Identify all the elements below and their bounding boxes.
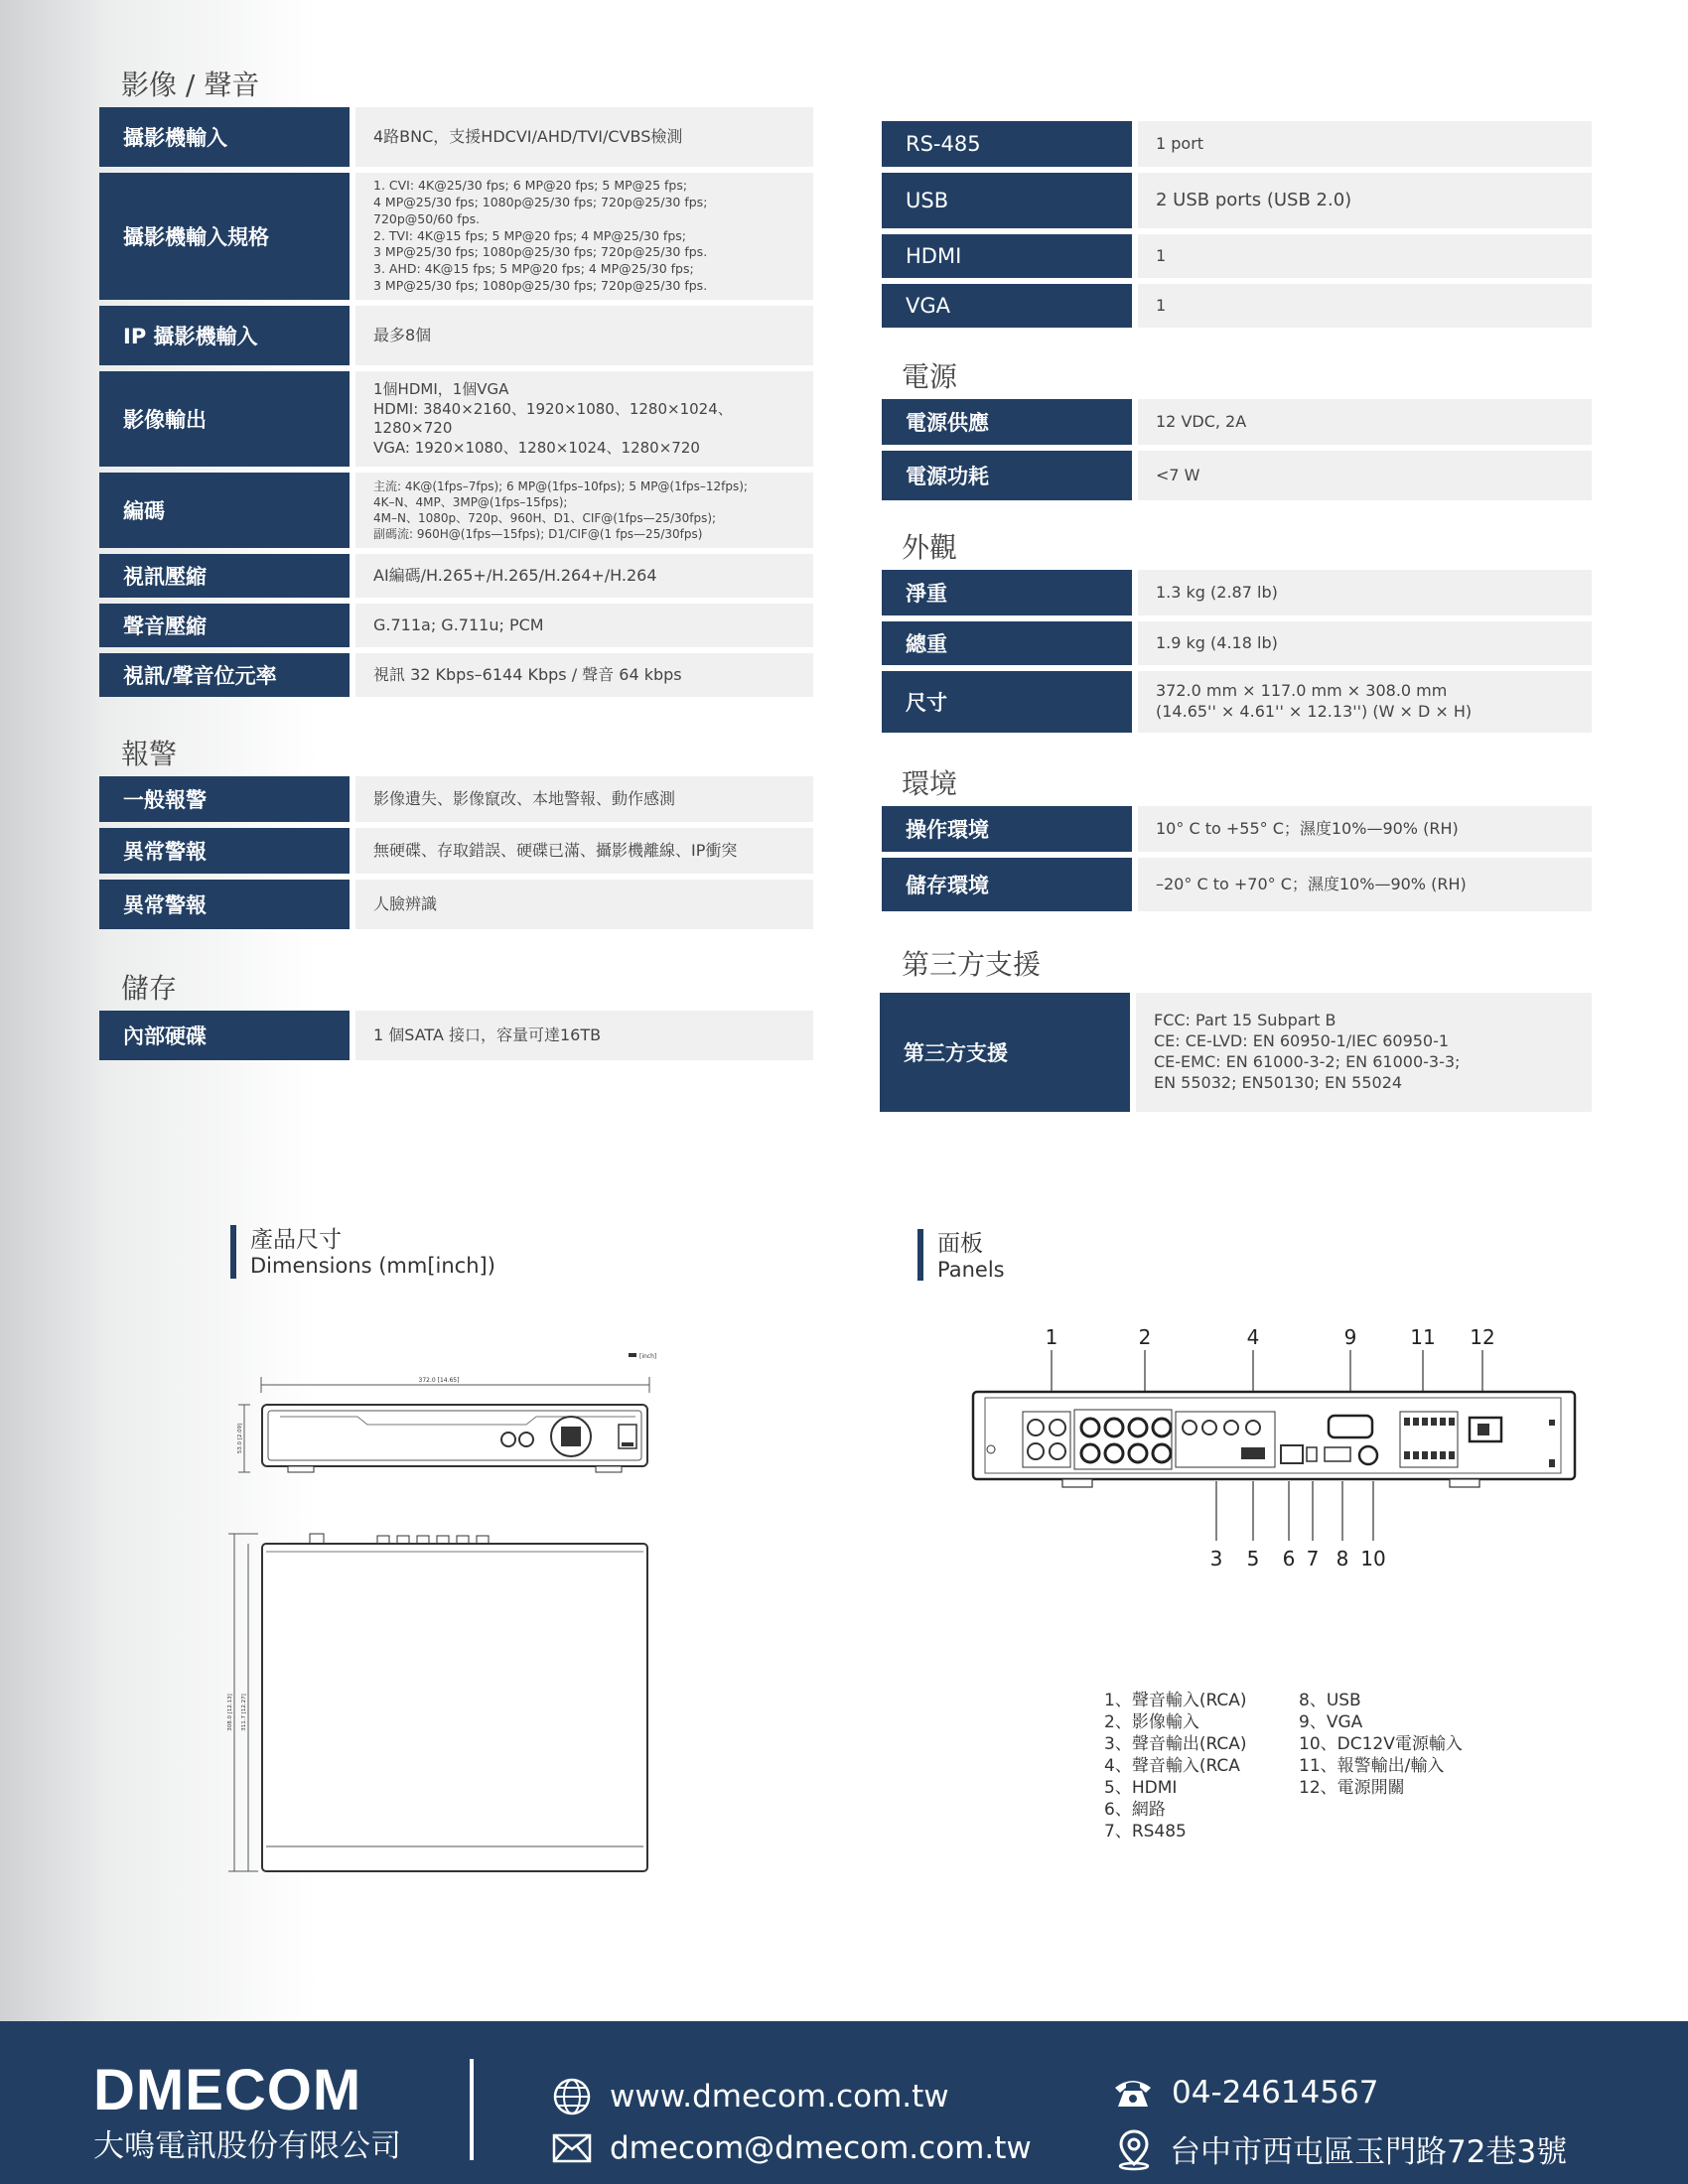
legend-item: 7、RS485 <box>1104 1822 1187 1842</box>
legend-item: 11、報警輸出/輸入 <box>1299 1756 1445 1776</box>
spec-value: 1 <box>1138 284 1592 328</box>
callout-top-12: 12 <box>1470 1325 1495 1349</box>
spec-row <box>882 570 1592 615</box>
email-link[interactable] <box>552 2130 1032 2166</box>
spec-value: 1.9 kg (4.18 lb) <box>1138 621 1592 665</box>
spec-label: 第三方支援 <box>880 993 1130 1112</box>
spec-row <box>99 107 813 167</box>
spec-value: 1. CVI: 4K@25/30 fps; 6 MP@20 fps; 5 MP@25 fps; 4 MP@25/30 fps; 1080p@25/30 fps; 720p@25/30 fps; 720p@50/60 fps. 2. TVI: 4K@15 fps; 5 MP@20 fps; 4 MP@25/30 fps; 3 MP@25/30 fps; 1080p@25/30 fps; 720p@25/30 fps. 3. AHD: 4K@15 fps; 5 MP@20 fps; 4 MP@25/30 fps; 3 MP@25/30 fps; 1080p@25/30 fps; 720p@25/30 fps. <box>355 173 813 300</box>
spec-label: VGA <box>882 284 1132 328</box>
spec-table-alarm <box>99 776 813 935</box>
legend-item: 6、網路 <box>1104 1800 1166 1820</box>
spec-row <box>882 234 1592 278</box>
section-title-environment: 環境 <box>902 767 958 800</box>
spec-label: 電源供應 <box>882 399 1132 445</box>
phone-text: 04-24614567 <box>1172 2075 1379 2111</box>
footer <box>0 2021 1688 2184</box>
spec-table-storage <box>99 1011 813 1066</box>
spec-row <box>99 1011 813 1060</box>
spec-value: G.711a; G.711u; PCM <box>355 604 813 647</box>
panel-legend-right <box>1299 1690 1463 1799</box>
spec-value: AI編碼/H.265+/H.265/H.264+/H.264 <box>355 554 813 598</box>
spec-row <box>880 993 1592 1112</box>
brand-logo: DMECOM <box>93 2058 362 2122</box>
spec-row <box>882 858 1592 911</box>
spec-row <box>882 671 1592 733</box>
legend-item: 12、電源開關 <box>1299 1778 1405 1798</box>
spec-value: FCC: Part 15 Subpart B CE: CE-LVD: EN 60950-1/IEC 60950-1 CE-EMC: EN 61000-3-2; EN 61000-3-3; EN 55032; EN50130; EN 55024 <box>1136 993 1592 1112</box>
legend-item: 9、VGA <box>1299 1712 1363 1732</box>
panels-subtitle: Panels <box>937 1258 1005 1282</box>
callout-top-2: 2 <box>1138 1325 1152 1349</box>
spec-row <box>882 284 1592 328</box>
spec-label: 操作環境 <box>882 806 1132 852</box>
section-title-alarm: 報警 <box>121 738 178 770</box>
spec-value: 主流: 4K@(1fps–7fps); 6 MP@(1fps–10fps); 5 MP@(1fps–12fps); 4K–N、4MP、3MP@(1fps–15fps); 4M–N、1080p、720p、960H、D1、CIF@(1fps—25/30fps); 副碼流: 960H@(1fps—15fps); D1/CIF@(1 fps—25/30fps) <box>355 473 813 548</box>
spec-label: 內部硬碟 <box>99 1011 350 1060</box>
spec-value: 1.3 kg (2.87 lb) <box>1138 570 1592 615</box>
location-pin-icon <box>1116 2128 1152 2170</box>
panels-accent-bar <box>917 1229 923 1281</box>
spec-label: 異常警報 <box>99 880 350 929</box>
legend-item: 5、HDMI <box>1104 1778 1178 1798</box>
spec-row <box>99 828 813 874</box>
panel-legend-left <box>1104 1690 1247 1843</box>
legend-item: 1、聲音輸入(RCA) <box>1104 1691 1247 1710</box>
spec-row <box>882 399 1592 445</box>
height-dimension-label: 53.0 [2.09] <box>237 1423 243 1454</box>
section-title-video-audio: 影像 / 聲音 <box>121 68 260 101</box>
spec-row <box>882 173 1592 228</box>
unit-note: [inch] <box>639 1353 657 1360</box>
spec-row <box>99 554 813 598</box>
spec-row <box>882 621 1592 665</box>
spec-table-third-party <box>880 993 1592 1118</box>
dimensions-subtitle: Dimensions (mm[inch]) <box>250 1254 495 1278</box>
section-title-storage: 儲存 <box>121 972 178 1005</box>
email-text: dmecom@dmecom.com.tw <box>610 2130 1032 2166</box>
spec-label: 攝影機輸入 <box>99 107 350 167</box>
callout-top-4: 4 <box>1246 1325 1260 1349</box>
callout-top-9: 9 <box>1343 1325 1357 1349</box>
spec-value: 372.0 mm × 117.0 mm × 308.0 mm (14.65'' × 4.61'' × 12.13'') (W × D × H) <box>1138 671 1592 733</box>
legend-item: 3、聲音輸出(RCA) <box>1104 1734 1247 1754</box>
spec-row <box>99 880 813 929</box>
spec-value: 1 個SATA 接口，容量可達16TB <box>355 1011 813 1060</box>
company-name: 大鳴電訊股份有限公司 <box>93 2128 401 2164</box>
website-link[interactable] <box>552 2077 949 2116</box>
spec-row <box>99 371 813 467</box>
spec-value: 10° C to +55° C；濕度10%—90% (RH) <box>1138 806 1592 852</box>
spec-row <box>99 604 813 647</box>
spec-value: 無硬碟、存取錯誤、硬碟已滿、攝影機離線、IP衝突 <box>355 828 813 874</box>
phone-icon <box>1112 2076 1154 2110</box>
footer-divider <box>470 2059 474 2160</box>
spec-value: 視訊 32 Kbps–6144 Kbps / 聲音 64 kbps <box>355 653 813 697</box>
section-title-third-party: 第三方支援 <box>902 948 1042 981</box>
spec-row <box>99 306 813 365</box>
spec-label: USB <box>882 173 1132 228</box>
spec-row <box>99 173 813 300</box>
dimensions-drawing <box>228 1345 665 1881</box>
callout-bottom-6: 6 <box>1282 1547 1296 1570</box>
spec-value: 1 <box>1138 234 1592 278</box>
spec-row <box>99 473 813 548</box>
spec-label: 總重 <box>882 621 1132 665</box>
callout-bottom-5: 5 <box>1246 1547 1260 1570</box>
depth-dimension-label-outer: 308.0 [12.13] <box>227 1694 233 1731</box>
callout-top-1: 1 <box>1045 1325 1058 1349</box>
dimensions-heading <box>250 1221 495 1278</box>
dimensions-accent-bar <box>230 1225 236 1279</box>
mail-icon <box>552 2133 592 2163</box>
address-contact <box>1116 2126 1567 2171</box>
callout-top-11: 11 <box>1410 1325 1436 1349</box>
spec-value: <7 W <box>1138 451 1592 500</box>
spec-row <box>99 653 813 697</box>
address-text: 台中市西屯區玉門路72巷3號 <box>1170 2134 1568 2170</box>
spec-row <box>882 806 1592 852</box>
spec-label: 視訊壓縮 <box>99 554 350 598</box>
spec-label: 攝影機輸入規格 <box>99 173 350 300</box>
spec-table-ports <box>882 121 1592 334</box>
phone-contact <box>1112 2075 1378 2111</box>
callout-bottom-3: 3 <box>1209 1547 1223 1570</box>
dimensions-title: 產品尺寸 <box>250 1227 342 1253</box>
spec-label: HDMI <box>882 234 1132 278</box>
spec-value: 2 USB ports (USB 2.0) <box>1138 173 1592 228</box>
spec-label: 視訊/聲音位元率 <box>99 653 350 697</box>
spec-value: 影像遺失、影像竄改、本地警報、動作感測 <box>355 776 813 822</box>
spec-label: 儲存環境 <box>882 858 1132 911</box>
callout-bottom-8: 8 <box>1336 1547 1349 1570</box>
spec-label: 尺寸 <box>882 671 1132 733</box>
spec-label: 異常警報 <box>99 828 350 874</box>
callout-bottom-7: 7 <box>1306 1547 1320 1570</box>
spec-value: 4路BNC，支援HDCVI/AHD/TVI/CVBS檢測 <box>355 107 813 167</box>
section-title-power: 電源 <box>902 360 958 393</box>
panels-title: 面板 <box>937 1231 983 1257</box>
spec-value: 最多8個 <box>355 306 813 365</box>
legend-item: 4、聲音輸入(RCA <box>1104 1756 1240 1776</box>
spec-label: 一般報警 <box>99 776 350 822</box>
spec-label: 電源功耗 <box>882 451 1132 500</box>
spec-label: 聲音壓縮 <box>99 604 350 647</box>
depth-dimension-label-inner: 311.7 [12.27] <box>241 1694 247 1731</box>
spec-value: 1 port <box>1138 121 1592 167</box>
spec-row <box>99 776 813 822</box>
spec-table-video-audio <box>99 107 813 703</box>
legend-item: 8、USB <box>1299 1691 1361 1710</box>
spec-table-environment <box>882 806 1592 917</box>
spec-label: IP 攝影機輸入 <box>99 306 350 365</box>
section-title-appearance: 外觀 <box>902 531 958 564</box>
rear-panel-drawing <box>963 1320 1589 1578</box>
spec-label: 編碼 <box>99 473 350 548</box>
panels-heading <box>937 1225 1005 1282</box>
spec-value: 1個HDMI，1個VGA HDMI: 3840×2160、1920×1080、1280×1024、 1280×720 VGA: 1920×1080、1280×1024、1280×720 <box>355 371 813 467</box>
legend-item: 2、影像輸入 <box>1104 1712 1199 1732</box>
spec-table-appearance <box>882 570 1592 739</box>
width-dimension-label: 372.0 [14.65] <box>418 1377 460 1384</box>
spec-value: 12 VDC, 2A <box>1138 399 1592 445</box>
spec-label: RS-485 <box>882 121 1132 167</box>
spec-value: –20° C to +70° C；濕度10%—90% (RH) <box>1138 858 1592 911</box>
legend-item: 10、DC12V電源輸入 <box>1299 1734 1463 1754</box>
spec-value: 人臉辨識 <box>355 880 813 929</box>
spec-row <box>882 451 1592 500</box>
spec-table-power <box>882 399 1592 506</box>
spec-label: 影像輸出 <box>99 371 350 467</box>
website-text: www.dmecom.com.tw <box>610 2079 949 2115</box>
callout-bottom-10: 10 <box>1360 1547 1386 1570</box>
spec-label: 淨重 <box>882 570 1132 615</box>
spec-row <box>882 121 1592 167</box>
globe-icon <box>552 2077 592 2116</box>
